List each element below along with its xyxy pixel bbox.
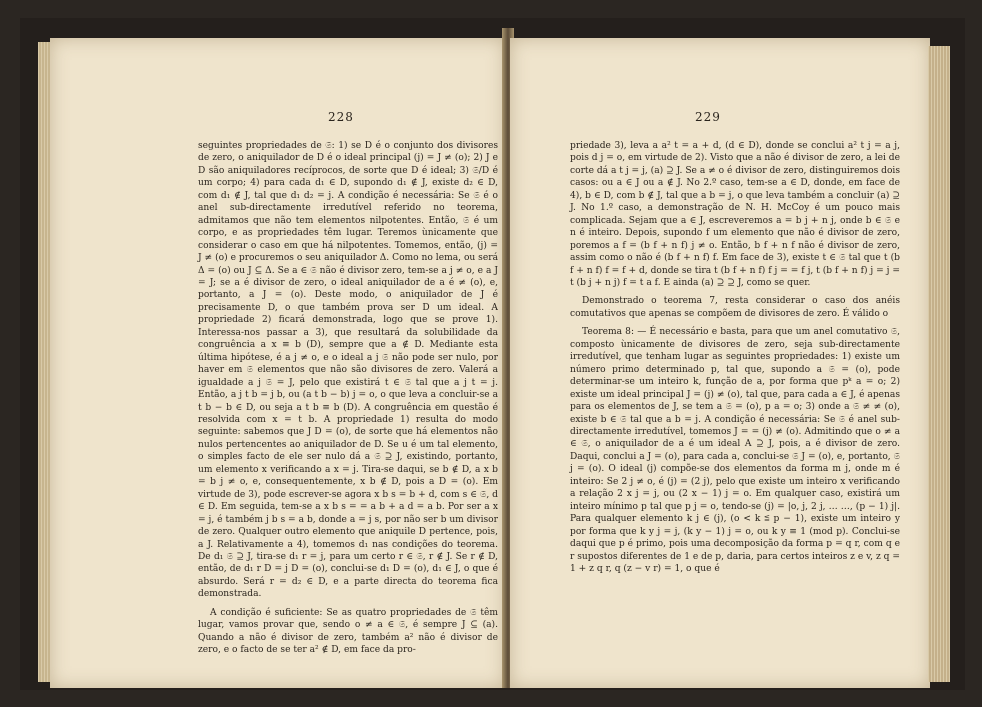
page-body <box>570 140 900 575</box>
paragraph: Teorema 8: — É necessário e basta, para que um anel comutativo 𝔖, composto ùnicamente de divisores de zero, seja sub-directamente irredutível, que tenham lugar as seguintes propriedades: 1) existe um número primo determinado p, tal que, supondo a 𝔖 = (o), pode determinar-se um inteiro k, função de a, por forma que pᵏ a = o; 2) existe um ideal principal J = (j) ≠ (o), tal que, para cada a ∈ J, é apenas para os elementos de J, se tem a 𝔖 = (o), p a = o; 3) onde a 𝔖 ≠ ≠ (o), existe b ∈ 𝔖 tal que a b = j. A condição é necessária: Se 𝔖 é anel sub-directamente irredutível, tomemos J = = (j) ≠ (o). Admitindo que o ≠ a ∈ 𝔖, o aniquilador de a é um ideal A ⊇ J, pois, a é divisor de zero. Daqui, conclui a J = (o), para cada a, conclui-se 𝔖 J = (o), e, portanto, 𝔖 j = (o). O ideal (j) compõe-se dos elementos da forma m j, onde m é inteiro: Se 2 j ≠ o, é (j) = (2 j), pelo que existe um inteiro x verificando a relação 2 x j = j, ou (2 x − 1) j = o. Em qualquer caso, existirá um inteiro mínimo p tal que p j = o, tendo-se (j) = |o, j, 2 j, … …, (p − 1) j|. Para qualquer elemento k j ∈ (j), (o < k ≦ p − 1), existe um inteiro y por forma que k y j = j, (k y − 1) j = o, ou k y ≡ 1 (mod p). Conclui-se daqui que p é primo, pois uma decomposição da forma p = q r, com q e r supostos diferentes de 1 e de p, daria, para certos inteiros z e v, z q = 1 + z q r, q (z − v r) = 1, o que é <box>570 327 900 574</box>
page-body <box>198 140 498 657</box>
page-number: 228 <box>328 110 354 124</box>
paragraph: seguintes propriedades de 𝔖: 1) se D é o conjunto dos divisores de zero, o aniquilador de D é o ideal principal (j) = J ≠ (o); 2) J e D são aniquiladores recíprocos, de sorte que D é ideal; 3) 𝔖/D é um corpo; 4) para cada d₁ ∈ D, supondo d₁ ∉ J, existe d₂ ∈ D, com d₁ ∉ J, tal que d₁ d₂ = j. A condição é necessária: Se 𝔖 é o anel sub-directamente irredutível referido no teorema, admitamos que não tem elementos nilpotentes. Então, 𝔖 é um corpo, e as propriedades têm lugar. Teremos ùnicamente que considerar o caso em que há nilpotentes. Tomemos, então, (j) = J ≠ (o) e procuremos o seu aniquilador Δ. Como no lema, ou será Δ = (o) ou J ⊆ Δ. Se a ∈ 𝔖 não é divisor zero, tem-se a j ≠ o, e a J = J; se a é divisor de zero, o ideal aniquilador de a é ≠ (o), e, portanto, a J = (o). Deste modo, o aniquilador de J é precisamente D, o que também prova ser D um ideal. A propriedade 2) ficará demonstrada, logo que se prove 1). Interessa-nos passar a 3), que resultará da solubilidade da congruência a x ≡ b (D), sempre que a ∉ D. Mediante esta última hipótese, é a j ≠ o, e o ideal a j 𝔖 não pode ser nulo, por haver em 𝔖 elementos que não são divisores de zero. Valerá a igualdade a j 𝔖 = J, pelo que existirá t ∈ 𝔖 tal que a j t = j. Então, a j t b = j b, ou (a t b − b) j = o, o que leva a concluir-se a t b − b ∈ D, ou seja a t b ≡ b (D). A congruência em questão é resolvida com x = t b. A propriedade 1) resulta do modo seguinte: sabemos que J D = (o), de sorte que há elementos não nulos pertencentes ao aniquilador de D. Se u é um tal elemento, o simples facto de ele ser nulo dá a 𝔖 ⊇ J, existindo, portanto, um elemento x verificando a x = j. Tira-se daqui, se b ∉ D, a x b = b j ≠ o, e, consequentemente, x b ∉ D, pois a D = (o). Em virtude de 3), pode escrever-se agora x b s = b + d, com s ∈ 𝔖, d ∈ D. Em seguida, tem-se a x b s = = a b + a d = a b. Por ser a x = j, é também j b s = a b, donde a = j s, por não ser b um divisor de zero. Qualquer outro elemento que aniquile D pertence, pois, a J. Relativamente a 4), tomemos d₁ nas condições do teorema. De d₁ 𝔖 ⊇ J, tira-se d₁ r = j, para um certo r ∈ 𝔖, r ∉ J. Se r ∉ D, então, de d₁ r D = j D = (o), conclui-se d₁ D = (o), d₁ ∈ J, o que é absurdo. Será r = d₂ ∈ D, e a parte directa do teorema fica demonstrada. <box>198 141 498 600</box>
right-page <box>510 38 930 688</box>
paragraph: priedade 3), leva a a² t = a + d, (d ∈ D), donde se conclui a² t j = a j, pois d j = o, em virtude de 2). Visto que a não é divisor de zero, a lei de corte dá a t j = j, (a) ⊇ J. Se a ≠ o é divisor de zero, distinguiremos dois casos: ou a ∈ J ou a ∉ J. No 2.º caso, tem-se a ∈ D, donde, em face de 4), b ∈ D, com b ∉ J, tal que a b = j, o que leva também a concluir (a) ⊇ J. No 1.º caso, a demonstração de N. H. McCoy é um pouco mais complicada. Sejam que a ∈ J, escreveremos a = b j + n j, onde b ∈ 𝔖 e n é inteiro. Depois, supondo f um elemento que não é divisor de zero, poremos a f = (b f + n f) j ≠ o. Então, b f + n f não é divisor de zero, assim como o não é (b f + n f) f. Em face de 3), existe t ∈ 𝔖 tal que t (b f + n f) f = f + d, donde se tira t (b f + n f) f j = = f j, t (b f + n f) j = j = t (b j + n j) f = t a f. E ainda (a) ⊇ ⊇ J, como se quer. <box>570 141 900 288</box>
paragraph: Demonstrado o teorema 7, resta considerar o caso dos anéis comutativos que apenas se compõem de divisores de zero. É válido o <box>570 296 900 319</box>
paragraph: A condição é suficiente: Se as quatro propriedades de 𝔖 têm lugar, vamos provar que, sendo o ≠ a ∈ 𝔖, é sempre J ⊆ (a). Quando a não é divisor de zero, também a² não é divisor de zero, e o facto de se ter a² ∉ D, em face da pro- <box>198 607 498 656</box>
left-page <box>50 38 506 688</box>
book-spread <box>20 18 965 690</box>
page-number: 229 <box>695 110 721 124</box>
right-page-edges <box>928 46 950 682</box>
